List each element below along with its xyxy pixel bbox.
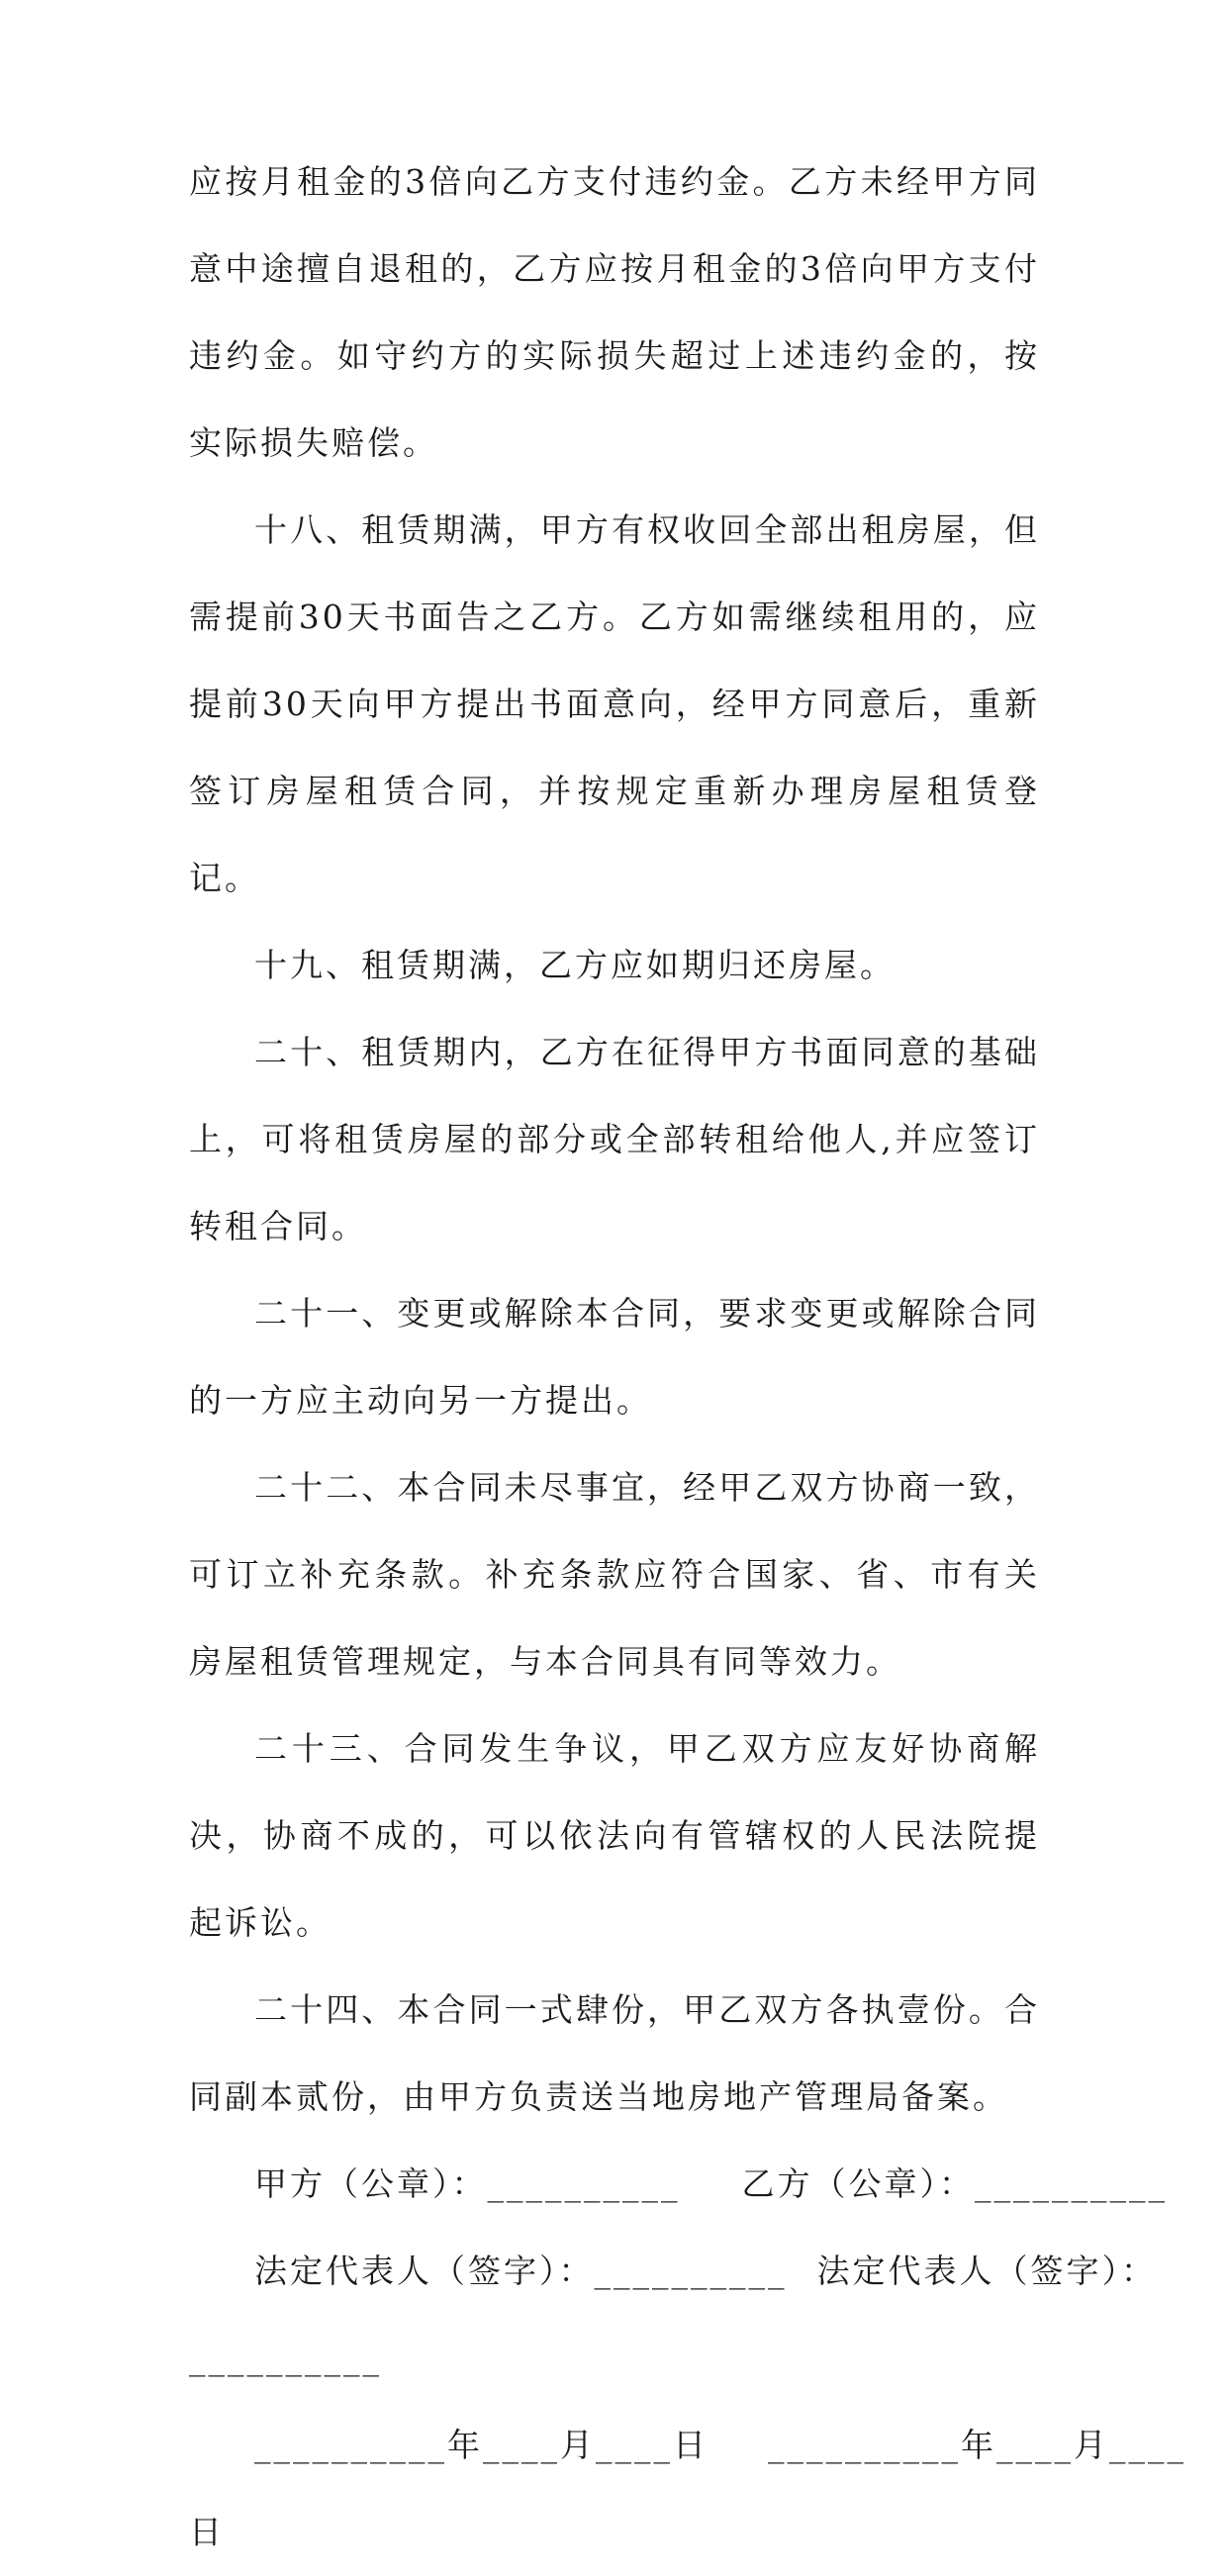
- paragraph-clause-20: 二十、租赁期内，乙方在征得甲方书面同意的基础上，可将租赁房屋的部分或全部转租给他人,并应签订转租合同。: [189, 1033, 1040, 1245]
- party-a-date: __________年____月____日: [254, 2426, 708, 2464]
- paragraph-clause-23: 二十三、合同发生争议，甲乙双方应友好协商解决，协商不成的，可以依法向有管辖权的人民法院提起诉讼。: [189, 1729, 1040, 1942]
- signature-date-tail: [189, 2489, 1040, 2576]
- signature-rep-line: [189, 2315, 1040, 2402]
- party-b-date: __________年____月____: [768, 2426, 1186, 2464]
- party-a-representative: 法定代表人（签字）：__________: [254, 2252, 788, 2290]
- paragraph-penalty: 应按月租金的3倍向乙方支付违约金。乙方未经甲方同意中途擅自退租的，乙方应按月租金的3倍向甲方支付违约金。如守约方的实际损失超过上述违约金的，按实际损失赔偿。: [189, 162, 1040, 462]
- paragraph-clause-21: 二十一、变更或解除本合同，要求变更或解除合同的一方应主动向另一方提出。: [189, 1294, 1040, 1420]
- signature-rep-row: [189, 2228, 1157, 2315]
- party-b-representative: 法定代表人（签字）：: [816, 2252, 1157, 2290]
- paragraph-clause-22: 二十二、本合同未尽事宜，经甲乙双方协商一致，可订立补充条款。补充条款应符合国家、省、市有关房屋租赁管理规定，与本合同具有同等效力。: [189, 1468, 1040, 1681]
- paragraph-clause-24: 二十四、本合同一式肆份，甲乙双方各执壹份。合同副本贰份，由甲方负责送当地房地产管理局备案。: [189, 1990, 1040, 2116]
- party-b-representative-blank: __________: [189, 2339, 382, 2377]
- paragraph-clause-18: 十八、租赁期满，甲方有权收回全部出租房屋，但需提前30天书面告之乙方。乙方如需继续租用的，应提前30天向甲方提出书面意向，经甲方同意后，重新签订房屋租赁合同，并按规定重新办理房屋租赁登记。: [189, 510, 1040, 897]
- paragraph-clause-19: 十九、租赁期满，乙方应如期归还房屋。: [254, 946, 896, 984]
- signature-date-row: [189, 2402, 1186, 2489]
- party-b-date-day: 日: [189, 2513, 225, 2551]
- party-a-seal: 甲方（公章）：__________: [254, 2164, 681, 2203]
- signature-seal-row: [189, 2141, 1168, 2228]
- contract-body: [189, 138, 1186, 2576]
- party-b-seal: 乙方（公章）：__________: [741, 2164, 1168, 2203]
